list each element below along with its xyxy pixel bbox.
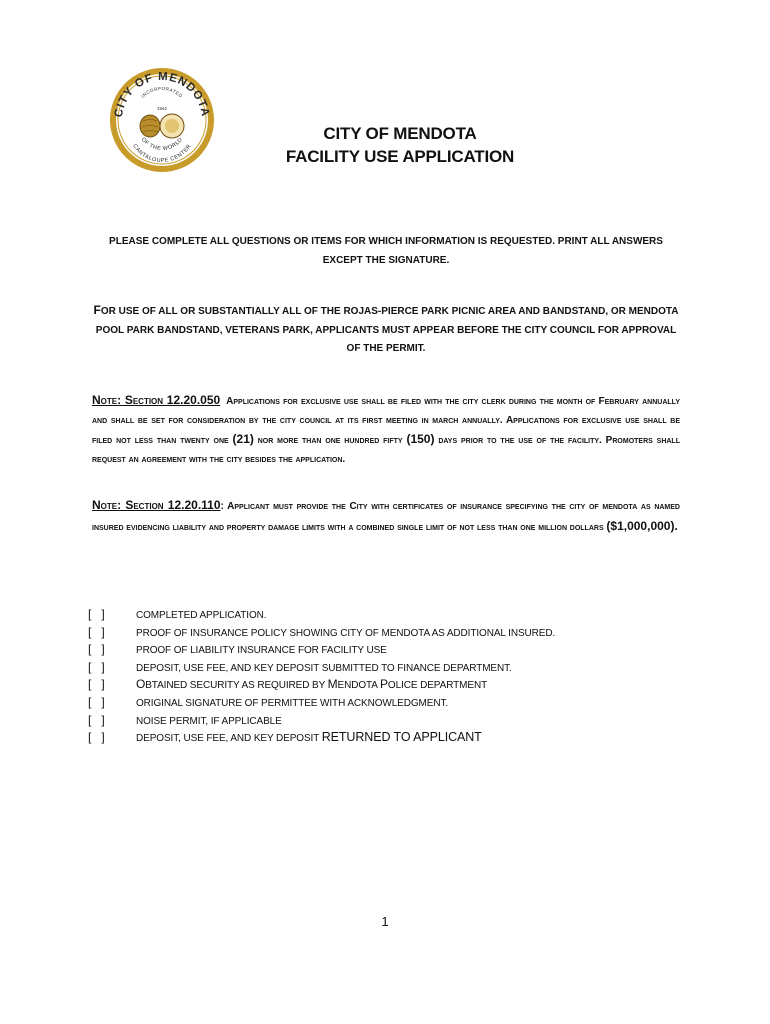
approval-notice: FOR USE OF ALL OR SUBSTANTIALLY ALL OF THE ROJAS-PIERCE PARK PICNIC AREA AND BANDSTAND, OR MENDOTA POOL PARK BANDSTAND, VETERANS PARK, APPLICANTS MUST APPEAR BEFORE THE CITY COUNCIL FOR APPROVAL OF THE PERMIT.: [93, 303, 679, 354]
note1-label: Note: Section 12.20.050: [92, 393, 221, 407]
seal-top-text: CITY OF MENDOTA: [112, 70, 212, 119]
city-name: CITY OF MENDOTA: [323, 124, 477, 143]
list-item: [ ] ORIGINAL SIGNATURE OF PERMITTEE WITH ACKNOWLEDGMENT.: [88, 694, 648, 712]
note-section-12-20-110: Note: Section 12.20.110: Applicant must provide the City with certificates of insurance specifying the city of mendota as named insured evidencing liability and property damage limits with a combined single limit of not less than one million dollars ($1,000,000).: [92, 498, 680, 533]
checkbox[interactable]: [ ]: [88, 624, 105, 639]
seal-year: 1942: [156, 106, 168, 111]
note-section-12-20-050: Note: Section 12.20.050 Applications for exclusive use shall be filed with the city clerk during the month of February annually and shall be set for consideration by the city council at its first meeting in march annually. Applications for exclusive use shall be filed not less than twenty one (21) nor more than one hundred fifty (150) days prior to the use of the facility. Promoters shall request an agreement with the city besides the application.: [92, 393, 680, 465]
checkbox[interactable]: [ ]: [88, 677, 105, 692]
list-item: [ ] NOISE PERMIT, IF APPLICABLE: [88, 712, 648, 730]
list-item: [ ] COMPLETED APPLICATION.: [88, 606, 648, 624]
checkbox[interactable]: [ ]: [88, 659, 105, 674]
page-title: [230, 122, 570, 168]
note2-label: Note: Section 12.20.110: [92, 498, 221, 512]
seal-incorporated-text: INCORPORATED: [140, 85, 184, 99]
city-seal: [108, 66, 216, 174]
list-item: [ ] DEPOSIT, USE FEE, AND KEY DEPOSIT SUBMITTED TO FINANCE DEPARTMENT.: [88, 659, 648, 677]
submission-checklist: [88, 606, 648, 747]
list-item: [ ] PROOF OF LIABILITY INSURANCE FOR FACILITY USE: [88, 641, 648, 659]
form-title: FACILITY USE APPLICATION: [285, 147, 515, 166]
checkbox[interactable]: [ ]: [88, 607, 105, 621]
seal-bottom-text-1: CANTALOUPE CENTER: [131, 143, 193, 165]
checkbox[interactable]: [ ]: [88, 642, 105, 657]
list-item: [ ] DEPOSIT, USE FEE, AND KEY DEPOSIT RETURNED TO APPLICANT: [88, 729, 648, 747]
checkbox[interactable]: [ ]: [88, 694, 105, 709]
list-item: [ ] OBTAINED SECURITY AS REQUIRED BY MENDOTA POLICE DEPARTMENT: [88, 676, 648, 694]
checkbox[interactable]: [ ]: [88, 730, 105, 745]
checkbox[interactable]: [ ]: [88, 712, 105, 727]
instructions: PLEASE COMPLETE ALL QUESTIONS OR ITEMS FOR WHICH INFORMATION IS REQUESTED. PRINT ALL ANSWERS EXCEPT THE SIGNATURE.: [109, 236, 663, 266]
list-item: [ ] PROOF OF INSURANCE POLICY SHOWING CITY OF MENDOTA AS ADDITIONAL INSURED.: [88, 624, 648, 642]
seal-bottom-text-2: OF THE WORLD: [139, 136, 185, 153]
page-number: 1: [381, 914, 389, 929]
